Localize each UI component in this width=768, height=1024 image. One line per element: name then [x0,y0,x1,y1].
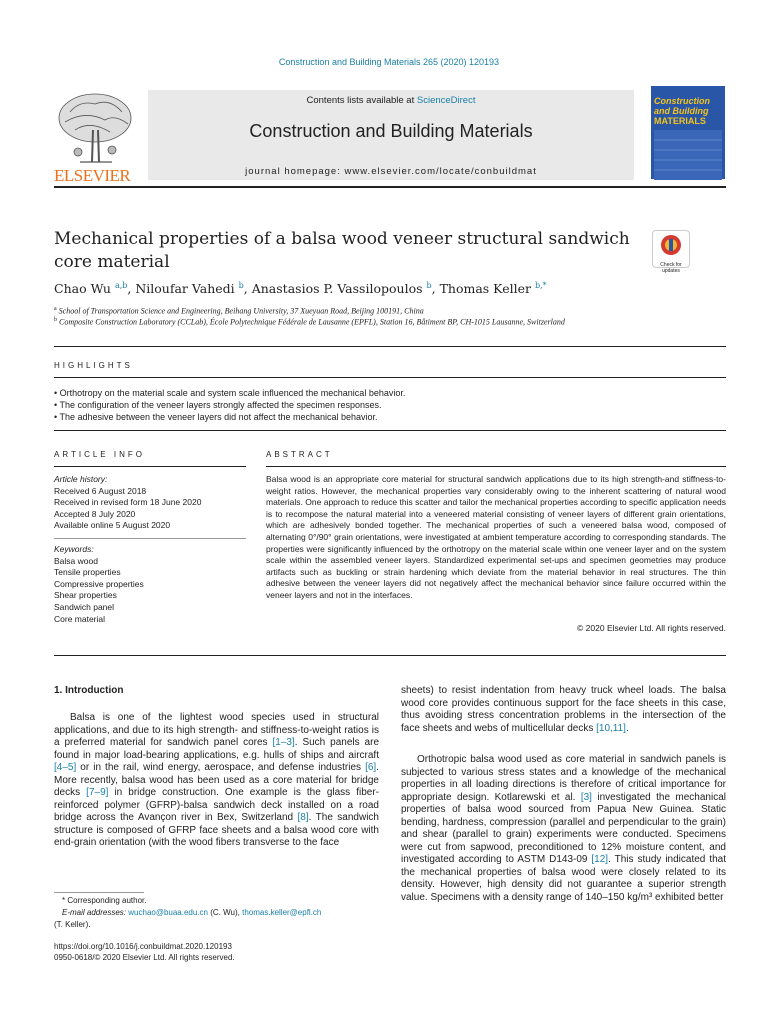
issn-line: 0950-0618/© 2020 Elsevier Ltd. All rights reserved. [54,953,235,962]
citation-ref-link[interactable]: [3] [580,791,592,803]
crossmark-icon [659,233,683,257]
author-name[interactable]: Anastasios P. Vassilopoulos [251,281,423,297]
keyword: Tensile properties [54,567,121,578]
doi-link[interactable]: https://doi.org/10.1016/j.conbuildmat.2020.120193 [54,942,232,951]
email-label: E-mail addresses: [62,908,127,917]
divider [54,466,246,467]
journal-citation-link[interactable]: Construction and Building Materials 265 (2020) 120193 [278,57,500,67]
author-list: Chao Wu $^{a,b}$, Niloufar Vahedi $^b$, Anastasios P. Vassilopoulos $^b$, Thomas Keller $^{b,*}$ [54,281,547,297]
history-line: Accepted 8 July 2020 [54,508,136,519]
body-text: Orthotropic balsa wood used as core material in sandwich panels is subjected to various stress states and a knowledge of the mechanical properties in all loading directions is therefore of critical importance for appropriate design. Kotlarewski et al. [401,754,726,803]
divider [54,346,726,347]
keyword: Shear properties [54,590,117,601]
keyword: Compressive properties [54,578,144,589]
publisher-wordmark: ELSEVIER [54,166,131,185]
cover-title-line3: MATERIALS [654,116,706,126]
citation-ref-link[interactable]: [6] [365,762,377,773]
author-name[interactable]: Thomas Keller [439,281,531,297]
divider [266,466,726,467]
keyword: Balsa wood [54,555,98,566]
author-affil-sup[interactable]: b [238,281,244,290]
cover-title-line1: Construction [654,96,710,106]
section-rule [54,655,726,656]
author-affil-sup[interactable]: a,b [114,281,128,290]
keyword: Sandwich panel [54,601,115,612]
author-affil-sup[interactable]: b,* [534,281,547,290]
keywords [54,544,144,625]
journal-cover-image [651,86,725,179]
intro-paragraph-right-1 [401,685,726,735]
body-text: or in the rail, wind energy, aerospace, and defense industries [76,762,366,773]
corresponding-author-note: * Corresponding author. [62,896,147,905]
author-name[interactable]: Niloufar Vahedi [135,281,235,297]
intro-paragraph-right-2 [401,754,726,904]
body-text: . This study indicated that the mechanical properties of balsa wood were closely related to its density. However, high density did not guarantee a superior strength value. Specimens with a density range of 140–150 kg/m³ exhibited better [401,854,726,903]
footnote-rule [54,892,144,893]
journal-homepage-link[interactable]: journal homepage: www.elsevier.com/locate/conbuildmat [245,166,537,177]
divider [54,538,246,539]
body-text: . [625,722,629,734]
author-name[interactable]: Chao Wu [54,281,111,297]
history-line: Received 6 August 2018 [54,485,147,496]
citation-ref-link[interactable]: [7–9] [86,787,109,798]
contents-prefix: Contents lists available at [306,95,417,106]
abstract-text: Balsa wood is an appropriate core material for structural sandwich applications due to its high strength-and stiffness-to-weight ratios. However, the mechanical properties vary considerably owing to the inherent scattering of natural wood materials. One approach to reduce this scatter and tailor the mechanical properties according to specific application needs is to recompose the natural material into a veneered material consisting of veneer layers of different grain orientations, which are adhesively bonded together. The mechanical properties of such a veneered balsa wood, composed of alternating 0°/90° grain orientations, were investigated at ambient temperature according to corresponding standards. The properties were significantly influenced by the orthotropy on the material scale within one veneer layer and on the system scale within the assembled veneer layers. Standardized experimental set-ups and specimen geometries may produce artifacts such as buckling or strain hardening which deviate from the material behavior in real structures. The thin adhesive between the veneer layers did not negatively affect the mechanical behavior since failure occurred within the veneer layers and not in the interfaces. [266,474,726,600]
highlight-item: • The configuration of the veneer layers strongly affected the specimen responses. [54,400,382,410]
body-text: in bridge construction. One example is the glass fiber-reinforced polymer (GFRP)-balsa sandwich deck installed on a road bridge across the Avançon river in Bex, Switzerland [54,787,380,823]
body-text: . The sandwich structure is composed of GFRP face sheets and a balsa wood core with end-grain orientation (with the wood fibers transverse to the face [54,812,379,848]
highlight-item: • Orthotropy on the material scale and system scale influenced the mechanical behavior. [54,388,406,398]
highlight-text: Orthotropy on the material scale and system scale influenced the mechanical behavior. [59,388,406,398]
article-title: Mechanical properties of a balsa wood veneer structural sandwich core material [54,229,630,272]
history-line: Available online 5 August 2020 [54,520,171,531]
article-info-heading: ARTICLE INFO [54,450,145,459]
affil-sup: b [54,317,57,323]
highlight-text: The configuration of the veneer layers strongly affected the specimen responses. [59,400,382,410]
cover-pattern-icon [654,130,722,180]
affil-sup: a [54,306,57,312]
divider [54,430,726,431]
citation-ref-link[interactable]: [8] [297,812,309,823]
abstract-copyright: © 2020 Elsevier Ltd. All rights reserved. [577,623,726,633]
body-text: . More recently, balsa wood has been used as a core material for bridge decks [54,762,379,798]
citation-ref-link[interactable]: [4–5] [54,762,77,773]
section-heading: 1. Introduction [54,685,124,696]
keyword: Core material [54,613,106,624]
affil-text: Composite Construction Laboratory (CCLab), École Polytechnique Fédérale de Lausanne (EPFL), Station 16, Bâtiment BP, CH-1015 Lausanne, Switzerland [59,317,565,327]
history-label: Article history: [54,474,108,484]
highlight-text: The adhesive between the veneer layers did not affect the mechanical behavior. [59,412,378,422]
email-link[interactable]: thomas.keller@epfl.ch [242,908,322,917]
check-updates-label: Check for updates [660,262,682,274]
citation-ref-link[interactable]: [10,11] [596,722,626,734]
check-for-updates-button[interactable] [652,230,690,274]
article-history [54,474,201,532]
highlights-heading: HIGHLIGHTS [54,361,133,370]
body-text: . Such panels are found in major load-bearing applications, e.g. hulls of ships and aircraft [54,737,380,761]
affiliation-b [54,317,565,327]
citation-ref-link[interactable]: [1–3] [272,737,295,748]
email-owner-2: (T. Keller). [54,920,91,929]
email-footnote [62,908,379,918]
citation-ref-link[interactable]: [12] [591,854,609,865]
keywords-label: Keywords: [54,544,94,554]
affil-text: School of Transportation Science and Engineering, Beihang University, 37 Xueyuan Road, Beijing 100191, China [58,306,424,316]
body-text: sheets) to resist indentation from heavy truck wheel loads. The balsa wood core provides continuous support for the face sheets in this case, thus avoiding stress concentration problems in the intersection of the face sheets and webs of multicellular decks [401,685,726,734]
cover-title-line2: and Building [654,106,709,116]
author-affil-sup[interactable]: b [426,281,432,290]
abstract-heading: ABSTRACT [266,450,333,459]
history-line: Received in revised form 18 June 2020 [54,497,202,508]
body-text: Balsa is one of the lightest wood species used in structural applications, and due to its high strength- and stiffness-to-weight ratios is a preferred material for sandwich panel cores [54,712,379,748]
affiliation-a [54,306,424,316]
email-owner: (C. Wu), [210,908,240,917]
highlight-item: • The adhesive between the veneer layers did not affect the mechanical behavior. [54,412,378,422]
header-rule [54,186,726,188]
body-text: investigated the mechanical properties of balsa wood sourced from Papua New Guinea. Static bending, hardness, compression (parallel and perpendicular to the grain) and shear (parallel to grain) experiments were conducted. Specimens were cut from sapwood, preconditioned to 12% moisture content, and investigated according to ASTM D143-09 [401,791,727,865]
intro-paragraph-left [54,712,379,850]
sciencedirect-link[interactable]: ScienceDirect [416,95,476,106]
journal-title: Construction and Building Materials [249,121,533,141]
email-link[interactable]: wuchao@buaa.edu.cn [128,908,208,917]
divider [54,377,726,378]
contents-line [148,95,634,106]
